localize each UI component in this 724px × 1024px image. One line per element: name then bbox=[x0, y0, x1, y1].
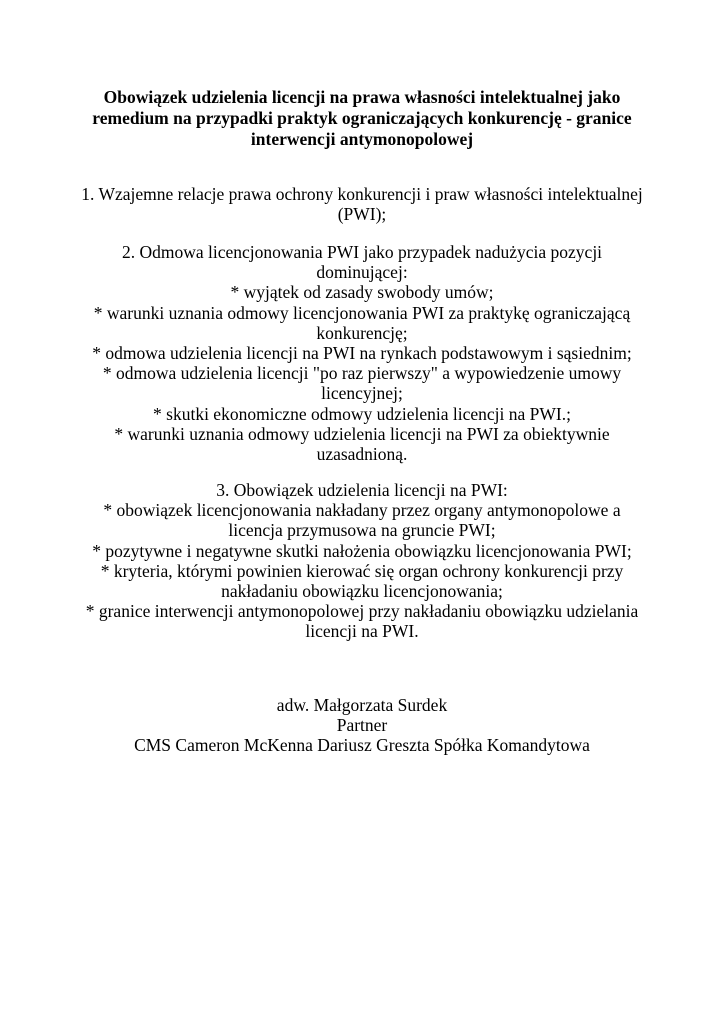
document-title bbox=[80, 87, 644, 150]
section-3-line: 3. Obowiązek udzielenia licencji na PWI: bbox=[216, 480, 508, 500]
signature-block bbox=[60, 695, 664, 756]
section-2-line: licencyjnej; bbox=[321, 383, 403, 404]
section-2-line: 2. Odmowa licencjonowania PWI jako przypadek nadużycia pozycji bbox=[121, 242, 603, 262]
section-2-line: * odmowa udzielenia licencji na PWI na rynkach podstawowym i sąsiednim; bbox=[92, 343, 632, 364]
section-3-line: * granice interwencji antymonopolowej przy nakładaniu obowiązku udzielania bbox=[85, 601, 639, 622]
section-2-line: uzasadnioną. bbox=[316, 444, 408, 465]
title-line: interwencji antymonopolowej bbox=[250, 129, 474, 149]
author-role: Partner bbox=[336, 715, 388, 736]
section-2-line: * skutki ekonomiczne odmowy udzielenia licencji na PWI.; bbox=[153, 403, 571, 424]
section-3-line: licencji na PWI. bbox=[305, 621, 419, 642]
section-1 bbox=[60, 184, 664, 224]
section-2-line: * odmowa udzielenia licencji "po raz pierwszy" a wypowiedzenie umowy bbox=[102, 363, 622, 384]
author-name: adw. Małgorzata Surdek bbox=[276, 695, 448, 715]
section-2-line: * wyjątek od zasady swobody umów; bbox=[230, 282, 494, 303]
section-2 bbox=[60, 242, 664, 464]
section-3-line: licencja przymusowa na gruncie PWI; bbox=[228, 520, 496, 541]
section-3-line: * pozytywne i negatywne skutki nałożenia obowiązku licencjonowania PWI; bbox=[92, 540, 632, 561]
section-1-line: (PWI); bbox=[337, 204, 387, 225]
section-3-line: * obowiązek licencjonowania nakładany przez organy antymonopolowe a bbox=[103, 500, 621, 521]
section-2-line: dominującej: bbox=[316, 262, 408, 283]
section-3 bbox=[60, 480, 664, 642]
section-2-line: * warunki uznania odmowy licencjonowania PWI za praktykę ograniczającą bbox=[93, 302, 631, 323]
section-2-line: * warunki uznania odmowy udzielenia licencji na PWI za obiektywnie bbox=[114, 423, 610, 444]
law-firm-name: CMS Cameron McKenna Dariusz Greszta Spółka Komandytowa bbox=[134, 735, 590, 756]
section-3-line: * kryteria, którymi powinien kierować się organ ochrony konkurencji przy bbox=[100, 560, 624, 581]
section-3-line: nakładaniu obowiązku licencjonowania; bbox=[221, 581, 503, 602]
title-line: Obowiązek udzielenia licencji na prawa własności intelektualnej jako bbox=[103, 87, 621, 107]
section-1-line: 1. Wzajemne relacje prawa ochrony konkurencji i praw własności intelektualnej bbox=[81, 184, 643, 204]
section-2-line: konkurencję; bbox=[316, 322, 408, 343]
title-line: remedium na przypadki praktyk ograniczających konkurencję - granice bbox=[92, 108, 632, 128]
